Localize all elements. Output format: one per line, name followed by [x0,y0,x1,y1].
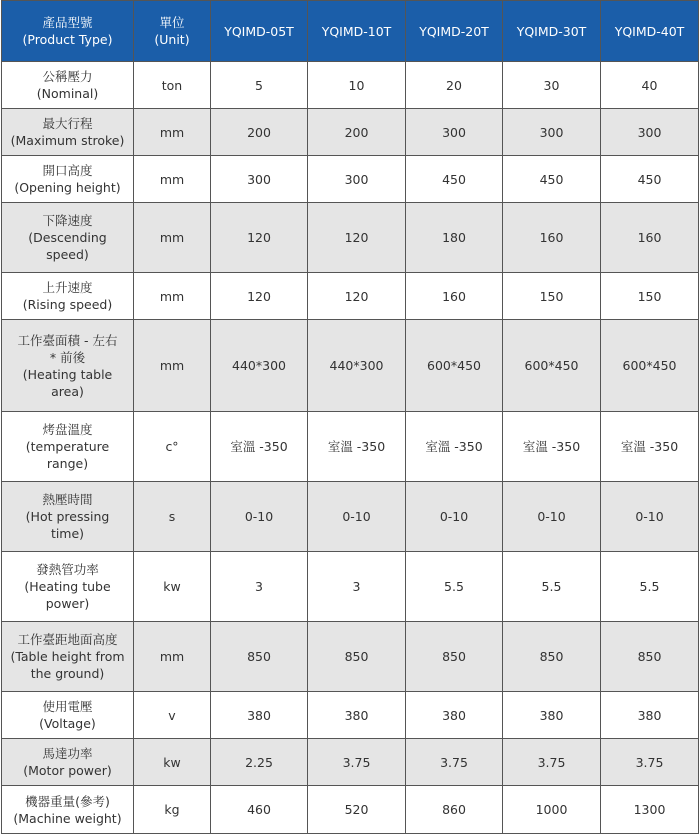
header-model: YQIMD-20T [406,1,503,62]
spec-table [1,0,699,834]
row-unit: ton [134,62,211,109]
table-row [2,320,699,412]
row-parameter-line: range) [46,456,89,471]
row-parameter-line: 熱壓時間 [42,492,93,507]
row-value: 室溫 -350 [308,412,406,482]
row-parameter-line: 馬達功率 [42,746,93,761]
row-unit: s [134,482,211,552]
row-unit: v [134,692,211,739]
row-parameter [2,412,134,482]
row-parameter-line: (Heating tube [24,579,111,594]
row-unit: mm [134,109,211,156]
row-value: 300 [211,156,308,203]
row-parameter-line: 上升速度 [42,280,93,295]
table-row [2,622,699,692]
row-value: 2.25 [211,739,308,786]
row-value: 160 [406,273,503,320]
row-value: 5.5 [601,552,699,622]
row-parameter-line: (Voltage) [39,716,96,731]
header-product-type-zh: 產品型號 [42,15,93,30]
row-parameter [2,62,134,109]
header-model: YQIMD-30T [503,1,601,62]
row-parameter-line: (temperature [25,439,110,454]
row-value: 850 [503,622,601,692]
row-value: 860 [406,786,503,834]
row-value: 120 [211,273,308,320]
row-parameter-line: 下降速度 [42,213,93,228]
header-model: YQIMD-10T [308,1,406,62]
row-parameter-line: (Descending [28,230,107,245]
row-value: 1300 [601,786,699,834]
row-value: 3 [308,552,406,622]
row-parameter [2,552,134,622]
row-value: 0-10 [308,482,406,552]
row-value: 0-10 [406,482,503,552]
row-parameter-line: (Heating table [22,366,113,382]
row-parameter-line: the ground) [30,666,105,681]
row-value: 200 [211,109,308,156]
row-value: 3.75 [406,739,503,786]
row-value: 850 [211,622,308,692]
row-parameter-line: (Machine weight) [13,810,122,826]
row-value: 300 [503,109,601,156]
row-unit: mm [134,203,211,273]
row-parameter-line: speed) [46,247,89,262]
row-parameter-line: (Nominal) [36,86,99,101]
row-value: 450 [503,156,601,203]
header-product-type [2,1,134,62]
row-value: 0-10 [503,482,601,552]
row-value: 0-10 [211,482,308,552]
row-value: 3.75 [308,739,406,786]
row-parameter-line: power) [45,596,90,611]
row-value: 520 [308,786,406,834]
row-value: 380 [503,692,601,739]
row-unit: kw [134,739,211,786]
row-value: 室溫 -350 [406,412,503,482]
row-value: 20 [406,62,503,109]
row-value: 室溫 -350 [211,412,308,482]
table-row [2,203,699,273]
row-value: 600*450 [406,320,503,412]
table-row [2,692,699,739]
row-value: 3 [211,552,308,622]
table-row [2,109,699,156]
row-unit: mm [134,320,211,412]
row-parameter [2,320,134,412]
row-value: 150 [601,273,699,320]
row-value: 室溫 -350 [601,412,699,482]
row-value: 460 [211,786,308,834]
row-value: 600*450 [503,320,601,412]
header-product-type-en: (Product Type) [22,32,113,47]
table-row [2,412,699,482]
row-value: 450 [601,156,699,203]
row-parameter-line: (Motor power) [23,763,112,778]
header-model: YQIMD-40T [601,1,699,62]
row-value: 450 [406,156,503,203]
row-value: 300 [406,109,503,156]
row-parameter-line: 公稱壓力 [42,69,93,84]
row-parameter-line: area) [51,383,84,399]
row-value: 120 [211,203,308,273]
row-unit: kg [134,786,211,834]
row-value: 380 [308,692,406,739]
row-parameter [2,786,134,834]
row-value: 0-10 [601,482,699,552]
table-row [2,156,699,203]
row-value: 3.75 [601,739,699,786]
header-unit-en: (Unit) [154,32,190,47]
table-row [2,482,699,552]
row-value: 30 [503,62,601,109]
row-parameter-line: (Maximum stroke) [10,133,125,148]
row-value: 380 [406,692,503,739]
row-unit: kw [134,552,211,622]
row-unit: mm [134,273,211,320]
row-value: 850 [406,622,503,692]
row-parameter-line: (Opening height) [14,180,121,195]
row-parameter [2,156,134,203]
row-parameter [2,109,134,156]
table-row [2,552,699,622]
row-parameter [2,203,134,273]
row-parameter-line: 發熱管功率 [36,562,99,577]
row-parameter [2,482,134,552]
row-value: 120 [308,273,406,320]
row-parameter-line: 開口高度 [42,163,93,178]
row-parameter-line: (Rising speed) [22,297,113,312]
row-value: 3.75 [503,739,601,786]
row-parameter-line: 使用電壓 [42,699,93,714]
table-row [2,62,699,109]
row-value: 300 [601,109,699,156]
row-parameter-line: 機器重量(參考) [25,793,110,809]
row-value: 5.5 [503,552,601,622]
row-value: 600*450 [601,320,699,412]
row-value: 850 [601,622,699,692]
row-value: 160 [503,203,601,273]
row-value: 300 [308,156,406,203]
row-parameter [2,739,134,786]
header-unit-zh: 單位 [159,15,185,30]
row-parameter-line: (Table height from [10,649,125,664]
row-parameter-line: 工作臺面積 - 左右 [17,332,118,348]
row-value: 1000 [503,786,601,834]
row-value: 380 [601,692,699,739]
row-value: 440*300 [211,320,308,412]
row-value: 室溫 -350 [503,412,601,482]
header-model: YQIMD-05T [211,1,308,62]
row-value: 40 [601,62,699,109]
row-unit: mm [134,622,211,692]
row-parameter [2,273,134,320]
row-parameter-line: 最大行程 [42,116,93,131]
row-parameter-line: 烤盘溫度 [42,422,93,437]
row-parameter [2,622,134,692]
row-value: 440*300 [308,320,406,412]
table-row [2,273,699,320]
row-value: 120 [308,203,406,273]
table-row [2,739,699,786]
header-row [2,1,699,62]
row-parameter-line: 工作臺距地面高度 [17,632,118,647]
row-value: 10 [308,62,406,109]
row-value: 850 [308,622,406,692]
header-unit [134,1,211,62]
row-value: 160 [601,203,699,273]
row-value: 5.5 [406,552,503,622]
row-value: 200 [308,109,406,156]
row-unit: mm [134,156,211,203]
table-row [2,786,699,834]
row-unit: c° [134,412,211,482]
spec-table-body [2,62,699,834]
row-value: 380 [211,692,308,739]
row-value: 180 [406,203,503,273]
row-value: 150 [503,273,601,320]
row-value: 5 [211,62,308,109]
row-parameter-line: time) [50,526,85,541]
row-parameter-line: * 前後 [49,349,86,365]
row-parameter [2,692,134,739]
row-parameter-line: (Hot pressing [25,509,110,524]
